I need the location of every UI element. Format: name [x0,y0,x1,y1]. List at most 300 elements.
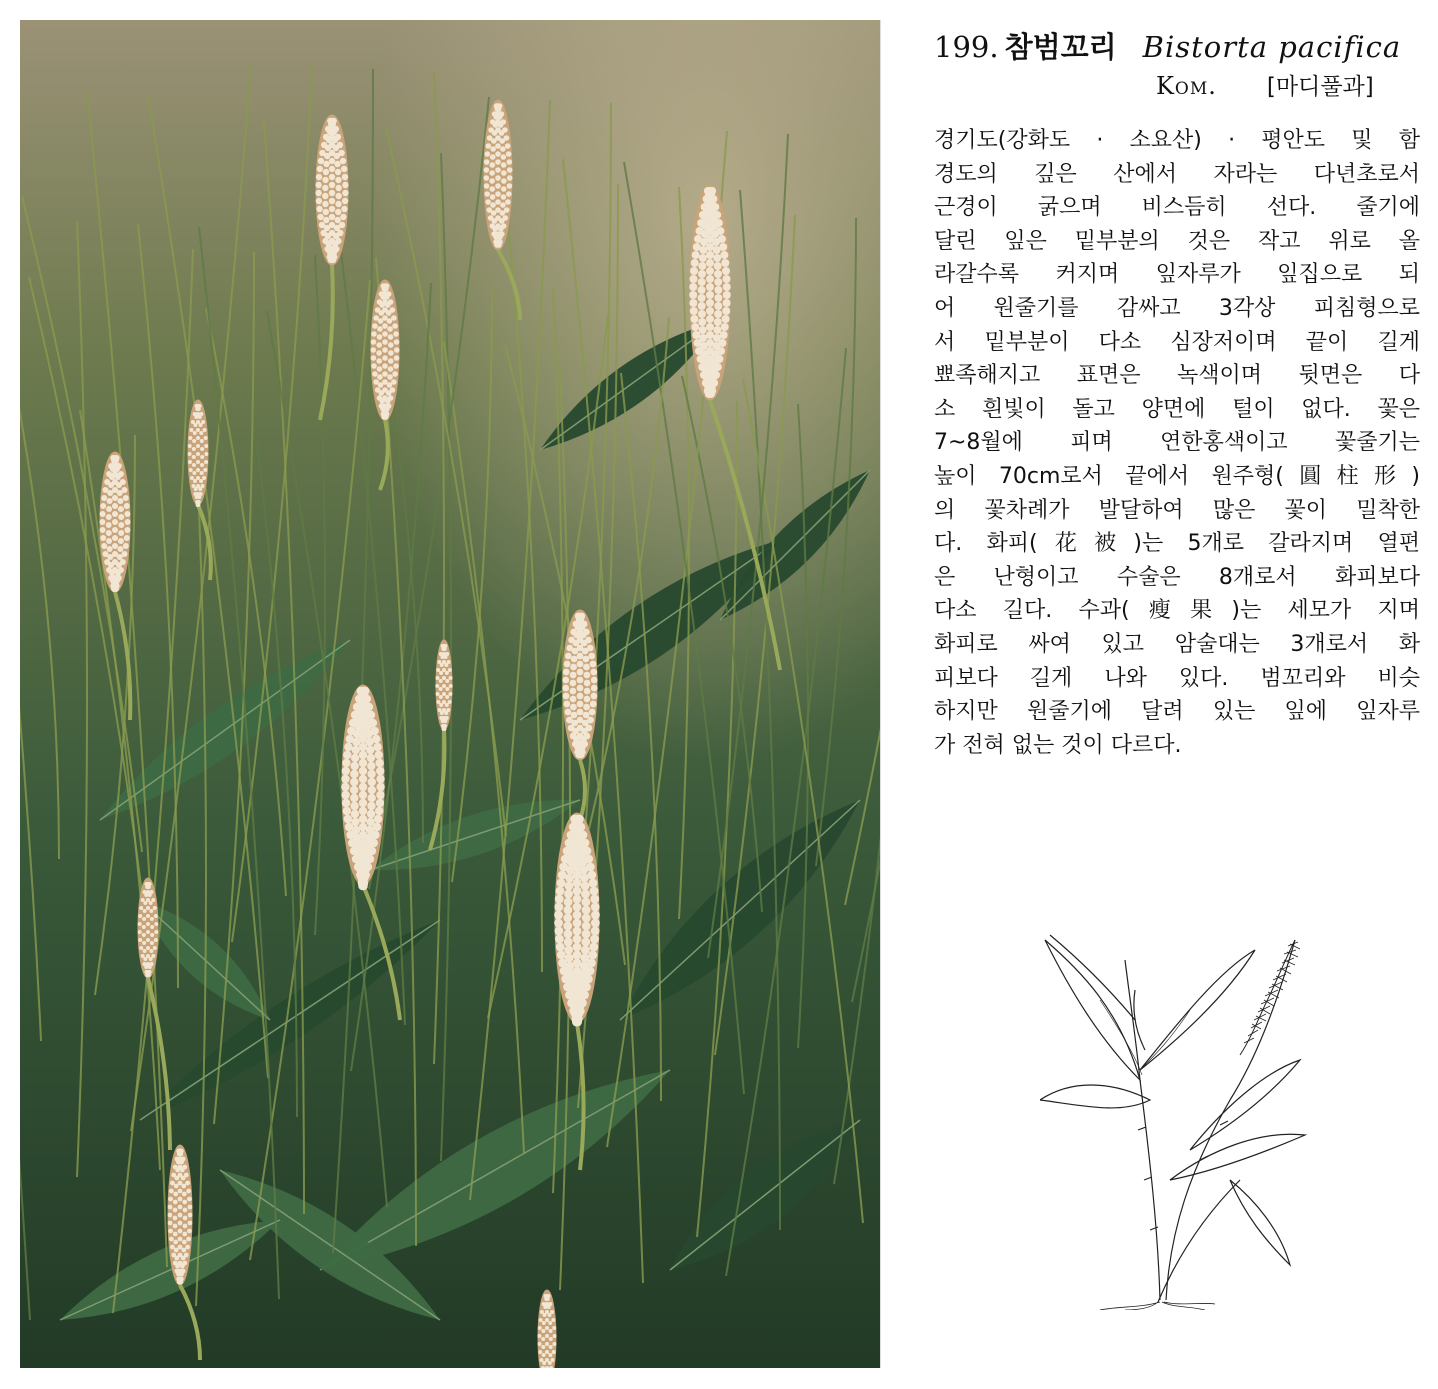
floret [192,447,196,451]
floret [204,452,208,456]
floret [173,1216,178,1221]
floret [337,142,343,148]
floret [562,677,569,684]
floret [331,254,337,260]
floret [485,199,491,205]
floret [335,177,341,183]
floret [505,143,511,149]
description-line: 가 전혀 없는 것이 다르다. [934,732,1182,758]
floret [439,695,443,699]
floret [334,161,340,167]
floret [376,342,382,348]
floret [123,543,129,549]
floret [582,922,591,931]
floret [333,246,339,252]
floret [506,151,512,157]
floret [716,227,724,235]
floret [183,1208,188,1213]
floret [714,310,722,318]
floret [359,815,367,823]
floret [323,169,329,175]
floret [563,693,570,700]
floret [173,1232,178,1237]
floret [484,159,490,165]
floret [196,452,200,456]
floret [546,1294,550,1298]
floret [495,151,501,157]
floret [336,193,342,199]
floret [499,111,505,117]
floret [445,652,449,656]
floret [141,954,145,958]
floret [146,922,150,926]
floret [706,291,714,299]
floret [583,704,590,711]
floret [699,326,707,334]
floret [574,1015,583,1024]
floret [445,679,449,683]
floret [443,644,447,648]
floret [335,134,341,140]
floret [168,1197,173,1202]
floret [196,428,200,432]
floret [545,1326,549,1330]
floret [367,711,375,719]
floret [709,195,717,203]
floret [442,700,446,704]
floret [368,778,376,786]
floret [106,522,112,528]
floret [181,1157,186,1162]
floret [711,203,719,211]
floret [199,431,203,435]
floret [333,126,339,132]
floret [106,506,112,512]
floret [335,185,341,191]
floret [698,270,706,278]
floret [706,259,714,267]
floret [591,677,598,684]
floret [712,371,720,379]
floret [502,127,508,133]
floret [112,519,118,525]
floret [359,767,367,775]
floret [359,751,367,759]
floret [384,283,390,289]
floret [507,183,513,189]
floret [335,209,341,215]
floret [581,621,588,628]
floret [188,1205,193,1210]
floret [154,930,158,934]
floret [371,363,377,369]
floret [495,167,501,173]
floret [149,909,153,913]
floret [375,751,383,759]
floret [376,791,384,799]
floret [182,1232,187,1237]
floret [565,653,572,660]
floret [583,712,590,719]
floret [199,492,203,496]
floret [584,855,593,864]
floret [190,476,194,480]
floret [504,207,510,213]
floret [435,676,439,680]
floret [187,1197,192,1202]
floret [188,444,192,448]
floret [577,701,584,708]
floret [714,294,722,302]
floret [448,692,452,696]
floret [382,339,388,345]
floret [577,693,584,700]
floret [359,799,367,807]
floret [139,906,143,910]
floret [322,193,328,199]
floret [192,471,196,475]
botanical-line-drawing [1040,930,1310,1310]
floret [710,379,718,387]
floret [713,326,721,334]
floret [591,919,600,928]
floret [589,943,598,952]
floret [583,733,590,740]
floret [116,575,122,581]
floret [706,283,714,291]
floret [393,331,399,337]
floret [541,1337,545,1341]
floret [185,1245,190,1250]
floret [486,143,492,149]
floret [382,371,388,377]
floret [339,222,345,228]
floret [196,468,200,472]
description-line: 경도의 깊은 산에서 자라는 다년초로서 [934,161,1420,187]
floret [112,495,118,501]
floret [374,815,382,823]
floret [367,762,375,770]
floret [337,230,343,236]
floret [342,182,348,188]
floret [585,637,592,644]
floret [107,498,113,504]
floret [178,1189,183,1194]
floret [691,323,699,331]
floret [542,1321,546,1325]
floret [377,374,383,380]
bistorta-photo [20,20,880,1368]
floret [124,535,130,541]
scientific-name: Bistorta pacifica [1142,30,1402,64]
floret [342,174,348,180]
floret [350,802,358,810]
floret [579,831,588,840]
floret [442,676,446,680]
floret [169,1189,174,1194]
floret [382,331,388,337]
floret [350,794,358,802]
floret [577,653,584,660]
floret [588,653,595,660]
description-line: 높이 70cm로서 끝에서 원주형(圓柱形) [934,463,1420,489]
floret [386,291,392,297]
description-line: 소 흰빛이 돌고 양면에 털이 없다. 꽃은 [934,396,1420,422]
floret [537,1334,541,1338]
floret [106,514,112,520]
floret [721,259,729,267]
floret [368,794,376,802]
floret [484,183,490,189]
floret [390,307,396,313]
floret [436,700,440,704]
floret [322,185,328,191]
floret [181,1184,186,1189]
floret [200,471,204,475]
floret [449,676,453,680]
floret [342,759,350,767]
floret [584,975,593,984]
floret [720,331,728,339]
floret [189,428,193,432]
floret [340,158,346,164]
floret [718,339,726,347]
floret [120,559,126,565]
floret [139,946,143,950]
floret [720,251,728,259]
floret [549,1329,553,1333]
floret [373,823,381,831]
floret [548,1353,552,1357]
floret [549,1345,553,1349]
floret [329,182,335,188]
floret [719,243,727,251]
floret [548,1361,552,1365]
floret [350,770,358,778]
floret [439,703,443,707]
floret [100,511,106,517]
floret [436,668,440,672]
floret [387,326,393,332]
floret [154,914,158,918]
floret [706,267,714,275]
floret [577,669,584,676]
floret [722,275,730,283]
floret [367,770,375,778]
floret [329,198,335,204]
floret [329,158,335,164]
floret [123,495,129,501]
floret [706,323,714,331]
floret [182,1200,187,1205]
floret [146,938,150,942]
floret [350,778,358,786]
floret [192,439,196,443]
floret [581,890,590,899]
floret [178,1221,183,1226]
floret [692,251,700,259]
floret [188,436,192,440]
floret [341,206,347,212]
floret [382,363,388,369]
floret [343,751,351,759]
floret [490,194,496,200]
description-line: 은 난형이고 수술은 8개로서 화피보다 [934,564,1420,590]
floret [571,712,578,719]
floret [445,703,449,707]
floret [442,692,446,696]
floret [118,567,124,573]
floret [445,695,449,699]
floret [589,709,596,716]
floret [557,951,566,960]
floret [359,783,367,791]
floret [570,696,577,703]
floret [143,957,147,961]
floret [588,951,597,960]
floret [149,949,153,953]
floret [203,428,207,432]
plant-sketch-icon [1040,930,1310,1310]
floret [590,887,599,896]
floret [351,754,359,762]
floret [583,629,590,636]
floret [545,1318,549,1322]
floret [342,190,348,196]
floret [359,759,367,767]
description-line: 라갈수록 커지며 잎자루가 잎집으로 되 [934,262,1420,288]
floret [182,1192,187,1197]
floret [706,315,714,323]
floret [564,938,573,947]
floret [315,190,321,196]
floret [366,855,374,863]
floret [146,930,150,934]
floret [344,815,352,823]
floret [436,692,440,696]
floret [573,911,582,920]
floret [495,143,501,149]
floret [690,275,698,283]
floret [577,661,584,668]
floret [376,775,384,783]
floret [581,839,590,848]
floret [591,927,600,936]
floret [149,901,153,905]
floret [371,331,377,337]
species-header [934,28,1404,105]
floret [323,217,329,223]
floret [173,1192,178,1197]
floret [573,951,582,960]
floret [138,938,142,942]
floret [573,879,582,888]
floret [182,1165,187,1170]
floret [569,688,576,695]
floret [581,898,590,907]
floret [124,527,130,533]
description-line: 다소 길다. 수과(瘦果)는 세모가 지며 [934,598,1420,624]
floret [329,214,335,220]
floret [582,656,589,663]
floret [541,1345,545,1349]
floret [173,1200,178,1205]
floret [555,895,564,904]
floret [150,941,154,945]
floret [591,685,598,692]
floret [590,661,597,668]
floret [698,318,706,326]
floret [708,187,716,195]
floret [329,166,335,172]
floret [192,455,196,459]
floret [138,914,142,918]
floret [106,538,112,544]
floret [563,701,570,708]
floret [181,1269,186,1274]
floret [563,922,572,931]
floret [365,703,373,711]
floret [359,807,367,815]
floret [388,334,394,340]
floret [203,468,207,472]
floret [341,775,349,783]
floret [192,463,196,467]
plant-photograph [20,20,881,1368]
floret [723,291,731,299]
floret [317,214,323,220]
floret [545,1358,549,1362]
floret [590,669,597,676]
floret [576,823,585,832]
floret [538,1342,542,1346]
floret [329,206,335,212]
floret [342,767,350,775]
floret [485,151,491,157]
floret [557,879,566,888]
floret [542,1361,546,1365]
floret [184,1253,189,1258]
floret [343,807,351,815]
floret [143,909,147,913]
floret [484,167,490,173]
floret [723,299,731,307]
floret [583,664,590,671]
korean-name: 참범꼬리 [1004,30,1117,64]
floret [187,1229,192,1234]
floret [329,174,335,180]
floret [178,1197,183,1202]
floret [545,1334,549,1338]
floret [99,519,105,525]
floret [506,191,512,197]
floret [199,412,203,416]
floret [200,439,204,443]
floret [322,201,328,207]
floret [386,403,392,409]
floret [581,938,590,947]
floret [490,202,496,208]
floret [112,503,118,509]
floret [330,118,336,124]
floret [138,922,142,926]
floret [120,479,126,485]
floret [393,363,399,369]
floret [442,668,446,672]
floret [591,693,598,700]
floret [573,927,582,936]
floret [497,103,503,109]
